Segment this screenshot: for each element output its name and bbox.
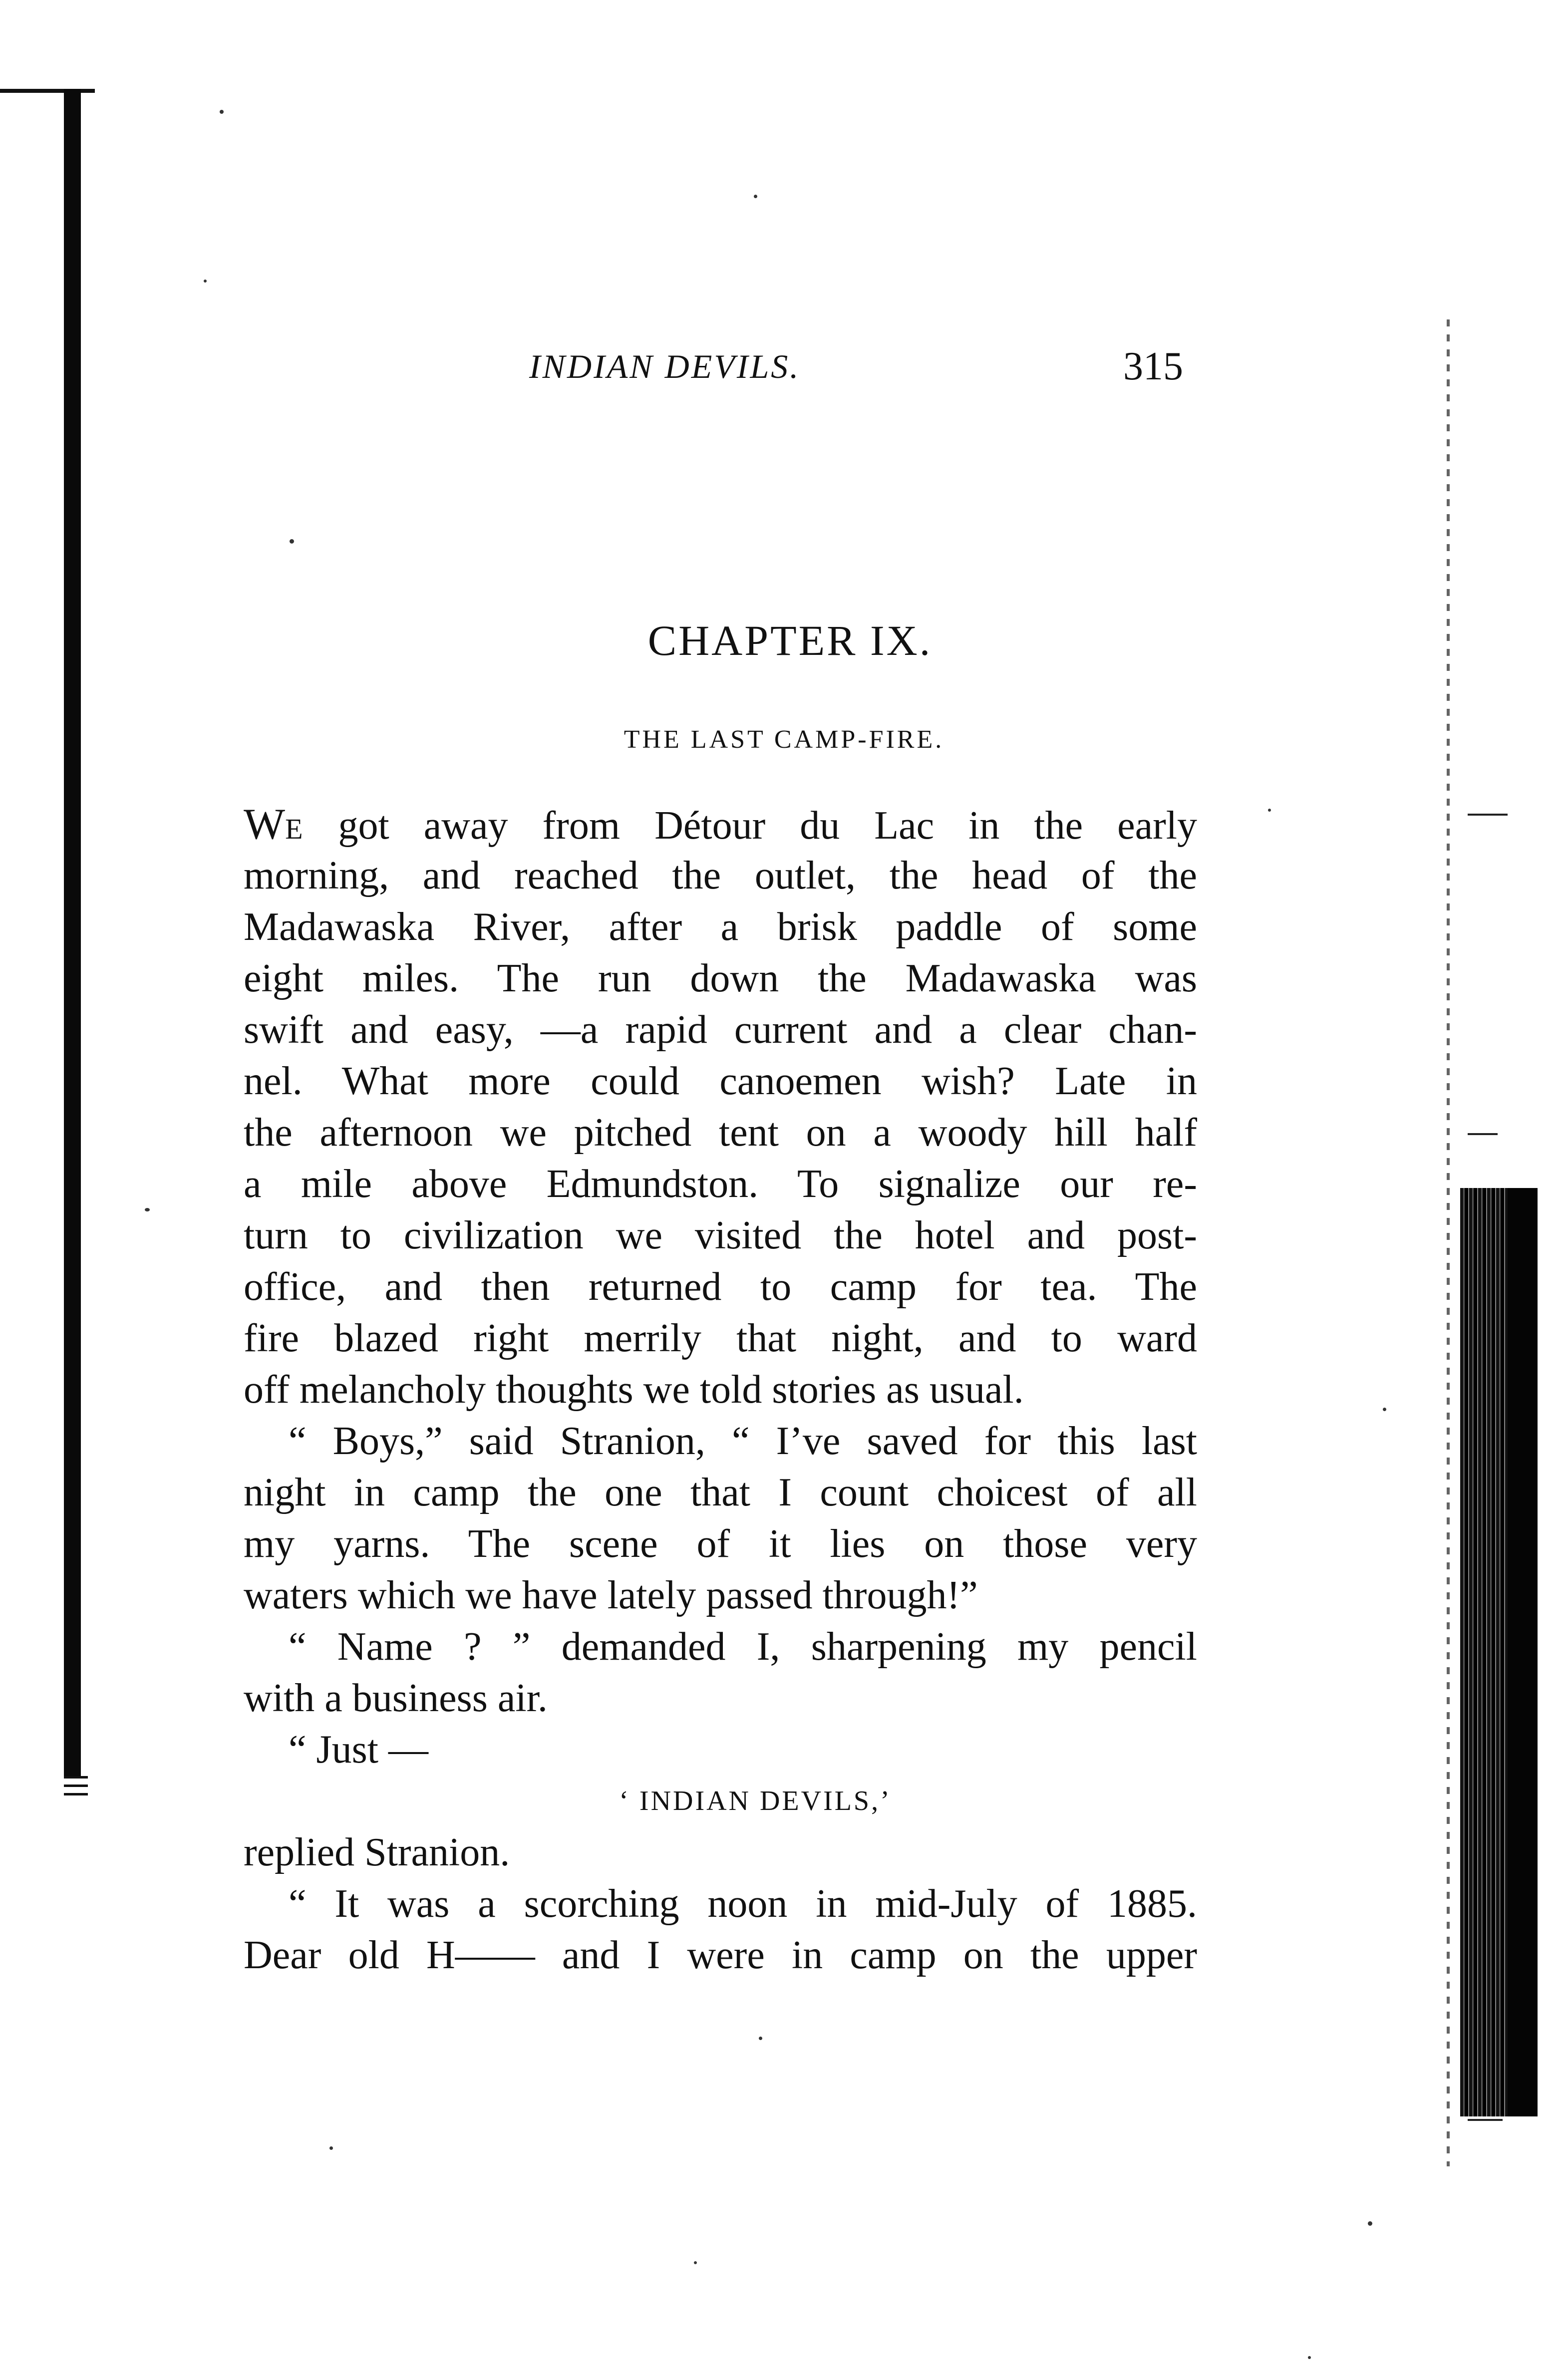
speck xyxy=(1383,1408,1386,1411)
initial-letter: W xyxy=(244,800,286,849)
speck xyxy=(329,2146,333,2150)
chapter-number: CHAPTER IX. xyxy=(647,616,933,664)
speck xyxy=(1308,2356,1311,2359)
text-line: turn to civilization we visited the hotel and post- xyxy=(244,1213,1197,1257)
text-line: the afternoon we pitched tent on a woody hill half xyxy=(244,1111,1197,1155)
body-text xyxy=(244,799,1197,1981)
text-line: “ Boys,” said Stranion, “ I’ve saved for this last xyxy=(289,1419,1197,1463)
text-line: Dear old H—— and I were in camp on the upper xyxy=(244,1933,1197,1977)
text-line: a mile above Edmundston. To signalize our re- xyxy=(244,1162,1197,1206)
running-head: INDIAN DEVILS. xyxy=(529,347,801,385)
text-line: morning, and reached the outlet, the head of the xyxy=(244,854,1197,897)
scan-edge-dash xyxy=(1468,2119,1503,2121)
speck xyxy=(290,539,294,544)
text-line: fire blazed right merrily that night, and to ward xyxy=(244,1316,1197,1360)
story-title: ‘ INDIAN DEVILS,’ xyxy=(619,1785,892,1816)
text-line: “ Just — xyxy=(289,1728,428,1772)
text-line: eight miles. The run down the Madawaska was xyxy=(244,956,1197,1000)
text-line: with a business air. xyxy=(244,1676,548,1720)
speck xyxy=(1368,2221,1372,2226)
text-line: my yarns. The scene of it lies on those very xyxy=(244,1522,1197,1566)
page-number: 315 xyxy=(1123,344,1183,388)
text-line: office, and then returned to camp for tea. The xyxy=(244,1265,1197,1309)
text-line: night in camp the one that I count choicest of all xyxy=(244,1471,1197,1514)
scan-edge-dash xyxy=(1468,1133,1498,1135)
scan-edge-noise xyxy=(1447,319,1450,2166)
text-line: “ Name ? ” demanded I, sharpening my pencil xyxy=(289,1625,1197,1669)
text-line: replied Stranion. xyxy=(244,1830,510,1874)
scan-edge-block xyxy=(1508,1188,1538,2116)
speck xyxy=(694,2261,697,2264)
binding-mark xyxy=(64,1784,88,1787)
speck xyxy=(759,2037,762,2040)
scan-edge-dash xyxy=(1468,814,1508,816)
speck xyxy=(754,195,757,198)
text-line-content: got away from Détour du Lac in the early xyxy=(304,804,1197,848)
chapter-title: THE LAST CAMP-FIRE. xyxy=(624,725,944,754)
text-line: waters which we have lately passed through!” xyxy=(244,1573,978,1617)
text-line: off melancholy thoughts we told stories as usual. xyxy=(244,1368,1024,1412)
speck xyxy=(145,1208,150,1211)
text-line: nel. What more could canoemen wish? Late in xyxy=(244,1059,1197,1103)
binding-edge xyxy=(64,89,81,1776)
initial-smallcap: E xyxy=(285,813,304,845)
binding-mark xyxy=(64,1776,88,1779)
text-line xyxy=(244,799,1197,850)
text-line: “ It was a scorching noon in mid-July of 1885. xyxy=(289,1882,1197,1926)
speck xyxy=(1268,809,1271,812)
text-line: Madawaska River, after a brisk paddle of some xyxy=(244,905,1197,949)
speck xyxy=(220,110,224,114)
binding-mark xyxy=(64,1793,88,1795)
text-line: swift and easy, —a rapid current and a clear chan- xyxy=(244,1008,1197,1052)
speck xyxy=(204,280,207,283)
